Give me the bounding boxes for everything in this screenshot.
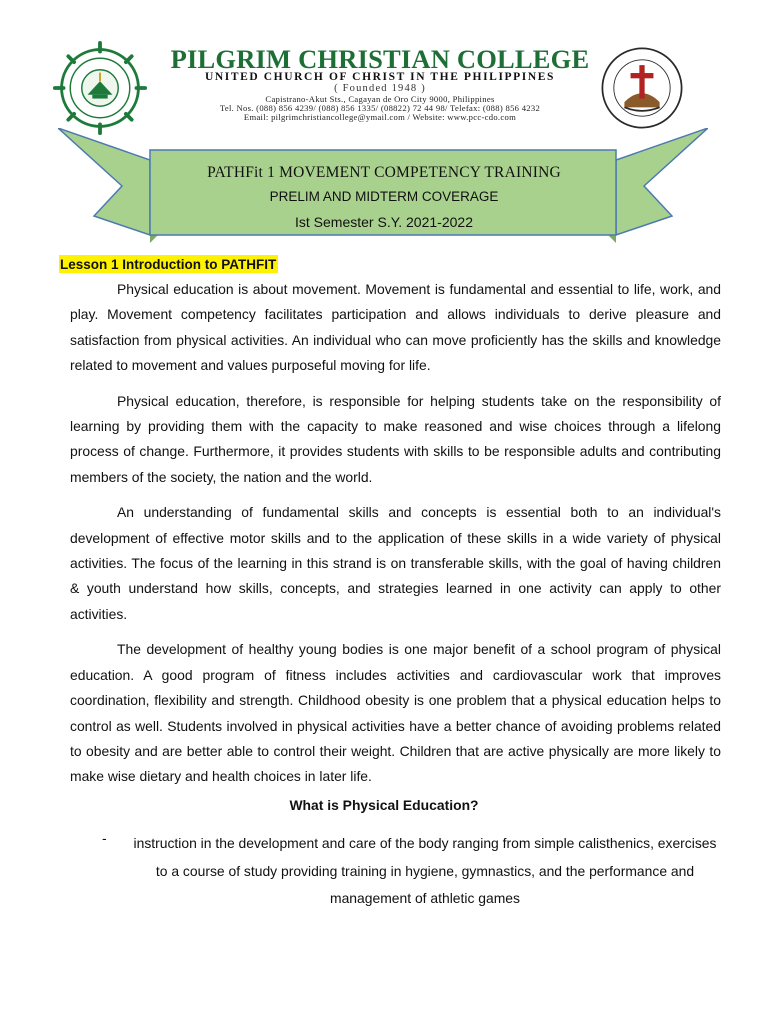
- question-heading: What is Physical Education?: [289, 797, 479, 813]
- banner-semester: Ist Semester S.Y. 2021-2022: [295, 214, 473, 230]
- lesson-content: [70, 277, 721, 800]
- college-name: PILGRIM CHRISTIAN COLLEGE: [170, 44, 590, 74]
- letterhead: [0, 0, 768, 130]
- college-email-website: Email: pilgrimchristiancollege@ymail.com / Website: www.pcc-cdo.com: [243, 112, 517, 122]
- paragraph: Physical education is about movement. Movement is fundamental and essential to life, work, and play. Movement competency facilitates participation and allows individuals to derive pleasure and satisfaction from physical activities. An individual who can move proficiently has the skills and knowledge related to movement and values purposeful moving for life.: [70, 281, 721, 374]
- banner-subtitle: PRELIM AND MIDTERM COVERAGE: [269, 189, 499, 204]
- list-dash: -: [102, 830, 107, 846]
- title-banner: [58, 128, 708, 248]
- definition-text: instruction in the development and care of the body ranging from simple calisthenics, exercises to a course of study providing training in hygiene, gymnastics, and the performance and management of athletic games: [133, 835, 717, 906]
- college-seal-left: [52, 40, 148, 136]
- banner-title: PATHFit 1 MOVEMENT COMPETENCY TRAINING: [207, 164, 561, 181]
- college-telephone: Tel. Nos. (088) 856 4239/ (088) 856 1335/ (08822) 72 44 98/ Telefax: (088) 856 4232: [219, 103, 541, 113]
- paragraph: Physical education, therefore, is responsible for helping students take on the responsibility of learning by providing them with the capacity to make reasoned and wise choices through a lifelong process of change. Furthermore, it provides students with skills to be responsible adults and contributing members of the society, the nation and the world.: [70, 392, 721, 485]
- college-address: Capistrano-Akut Sts., Cagayan de Oro City 9000, Philippines: [265, 94, 495, 104]
- paragraph: An understanding of fundamental skills and concepts is essential both to an individual's development of effective motor skills and to the application of these skills in a wide variety of physical activities. The focus of the learning in this strand is on transferable skills, with the goal of having children & youth understand how skills, concepts, and strategies learned in one activity can apply to other activities.: [70, 504, 721, 622]
- founded-year: ( Founded 1948 ): [334, 83, 426, 94]
- lesson-heading: Lesson 1 Introduction to PATHFIT: [60, 257, 277, 272]
- paragraph: The development of healthy young bodies is one major benefit of a school program of physical education. A good program of fitness includes activities and cardiovascular work that improves coordination, flexibility and strength. Childhood obesity is one problem that a physical education helps to control as well. Students involved in physical activities have a better chance of avoiding problems related to obesity and are better able to control their weight. Children that are active physically are more likely to make wise dietary and health choices in later life.: [70, 641, 721, 785]
- ucc-seal-right: [598, 44, 686, 132]
- church-name: UNITED CHURCH OF CHRIST IN THE PHILIPPINES: [204, 71, 556, 83]
